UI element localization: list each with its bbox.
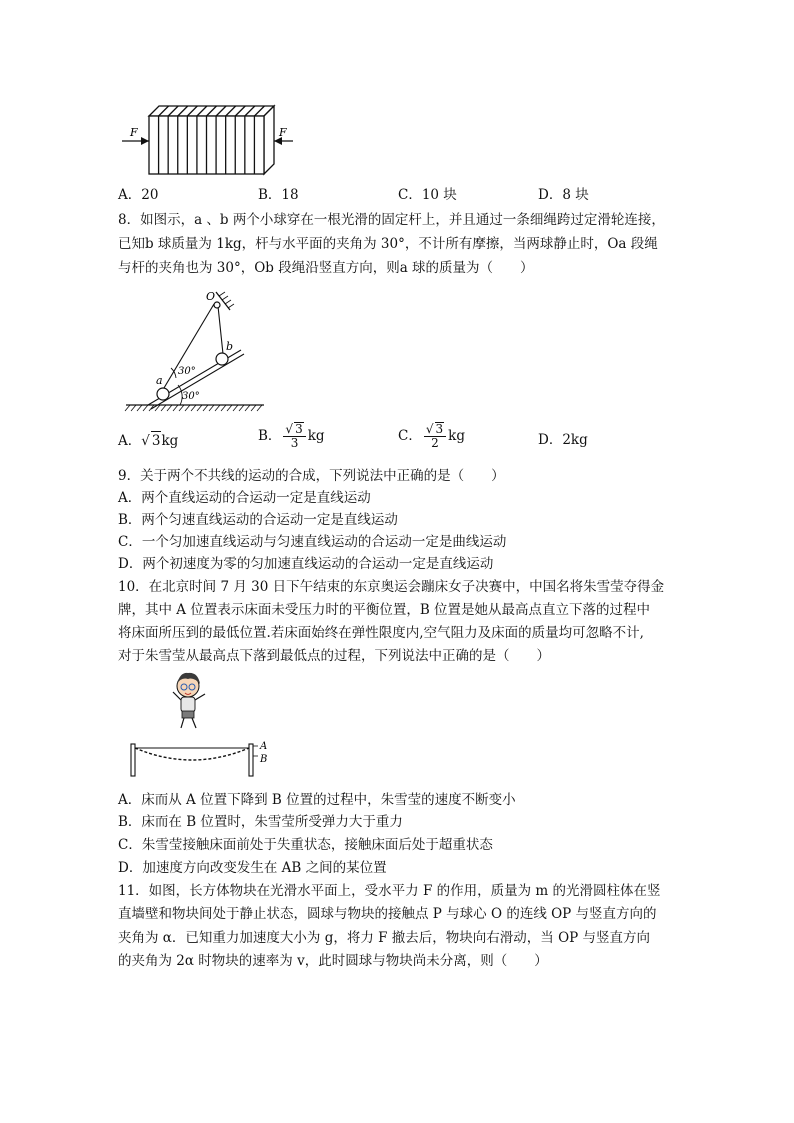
ground-hatch-line [233,405,238,411]
q8-stem-line-2: 已知b 球质量为 1kg，杆与水平面的夹角为 30°，不计所有摩擦，当两球静止时，Oa 段绳 [118,236,658,252]
q10-stem-line-4: 对于朱雪莹从最高点下落到最低点的过程，下列说法中正确的是（ ） [118,648,550,664]
q8-option-a: A．√ 3kg [118,433,179,449]
ground-hatch-line [143,405,148,411]
q7-figure [118,96,293,176]
ground-hatch-line [251,405,256,411]
q10-option-c: C．朱雪莹接触床面前处于失重状态，接触床面后处于超重状态 [118,837,493,853]
ground-hatch-line [203,405,208,411]
q9-option-d: D．两个初速度为零的匀加速直线运动的合运动一定是直线运动 [118,556,494,572]
ground-hatch-line [227,405,232,411]
q8-angle-1: 30° [178,366,196,377]
q8-label-o: O [206,290,216,303]
q8-stem-line-1: 8．如图示，a 、b 两个小球穿在一根光滑的固定杆上，并且通过一条细绳跨过定滑轮连接， [118,212,665,228]
ground-hatch-line [245,405,250,411]
q10-stem-line-2: 牌，其中 A 位置表示床面未受压力时的平衡位置，B 位置是她从最高点直立下落的过程中 [118,602,651,618]
ground-hatch-line [161,405,166,411]
q8-option-c: C． $\frac{√ 3}{2}$ kg [398,422,465,450]
q7-force-label-left: F [130,126,138,139]
q10-stem-line-3: 将床面所压到的最低位置.若床面始终在弹性限度内,空气阻力及床面的质量均可忽略不计, [118,625,644,641]
ground-hatch-line [131,405,136,411]
q7-option-b: B．18 [258,187,299,203]
ground-hatch-line [239,405,244,411]
q10-option-d: D．加速度方向改变发生在 AB 之间的某位置 [118,860,387,876]
q8-figure [118,288,268,413]
q8-option-a-radicand: 3 [151,433,161,449]
q10-stem-line-1: 10．在北京时间 7 月 30 日下午结束的东京奥运会蹦床女子决赛中，中国名将朱雪莹夺得金 [118,579,665,595]
ground-hatch-line [191,405,196,411]
ground-hatch-line [209,405,214,411]
q9-option-a: A．两个直线运动的合运动一定是直线运动 [118,490,371,506]
ground-hatch-line [185,405,190,411]
q7-force-label-right: F [279,126,287,139]
q8-option-b: B． $\frac{√ 3}{3}$ kg [258,422,325,450]
q9-option-c: C．一个匀加速直线运动与匀速直线运动的合运动一定是曲线运动 [118,534,507,550]
ground-hatch-line [215,405,220,411]
q10-label-b: B [260,754,268,765]
q10-label-a: A [260,741,268,752]
q7-option-a: A．20 [118,187,159,203]
q11-stem-line-2: 直墙壁和物块间处于静止状态，圆球与物块的接触点 P 与球心 O 的连线 OP 与竖直方向的 [118,906,657,922]
q10-figure [118,668,278,783]
q11-stem-line-4: 的夹角为 2α 时物块的速率为 v，此时圆球与物块尚未分离，则（ ） [118,953,548,969]
ground-hatch-line [257,405,262,411]
q8-label-a: a [156,374,163,387]
ground-hatch-line [167,405,172,411]
q8-label-b: b [226,340,234,353]
q9-stem: 9．关于两个不共线的运动的合成，下列说法中正确的是（ ） [118,468,505,484]
q8-option-b-fraction: $\frac{√ 3}{3}$ [283,422,305,450]
ground-hatch-line [137,405,142,411]
q8-option-c-fraction: $\frac{√ 3}{2}$ [424,422,446,450]
q8-option-d: D．2kg [538,432,588,448]
q8-stem-line-3: 与杆的夹角也为 30°，Ob 段绳沿竖直方向，则a 球的质量为（ ） [118,260,534,276]
ground-hatch-line [179,405,184,411]
q7-option-c: C．10 块 [398,187,457,203]
q10-option-b: B．床而在 B 位置时，朱雪莹所受弹力大于重力 [118,814,403,830]
ground-hatch-line [221,405,226,411]
ground-hatch-line [197,405,202,411]
ground-hatch-line [125,405,130,411]
q11-stem-line-1: 11．如图，长方体物块在光滑水平面上，受水平力 F 的作用，质量为 m 的光滑圆柱体在竖 [118,883,661,899]
q9-option-b: B．两个匀速直线运动的合运动一定是直线运动 [118,512,398,528]
q7-option-d: D．8 块 [538,187,589,203]
girl-illustration [173,673,205,728]
q10-option-a: A．床而从 A 位置下降到 B 位置的过程中，朱雪莹的速度不断变小 [118,792,516,808]
q11-stem-line-3: 夹角为 α．已知重力加速度大小为 g，将力 F 撤去后，物块向右滑动，当 OP 与竖直方向 [118,930,651,946]
ground-hatch-line [173,405,178,411]
q8-angle-2: 30° [182,391,200,402]
